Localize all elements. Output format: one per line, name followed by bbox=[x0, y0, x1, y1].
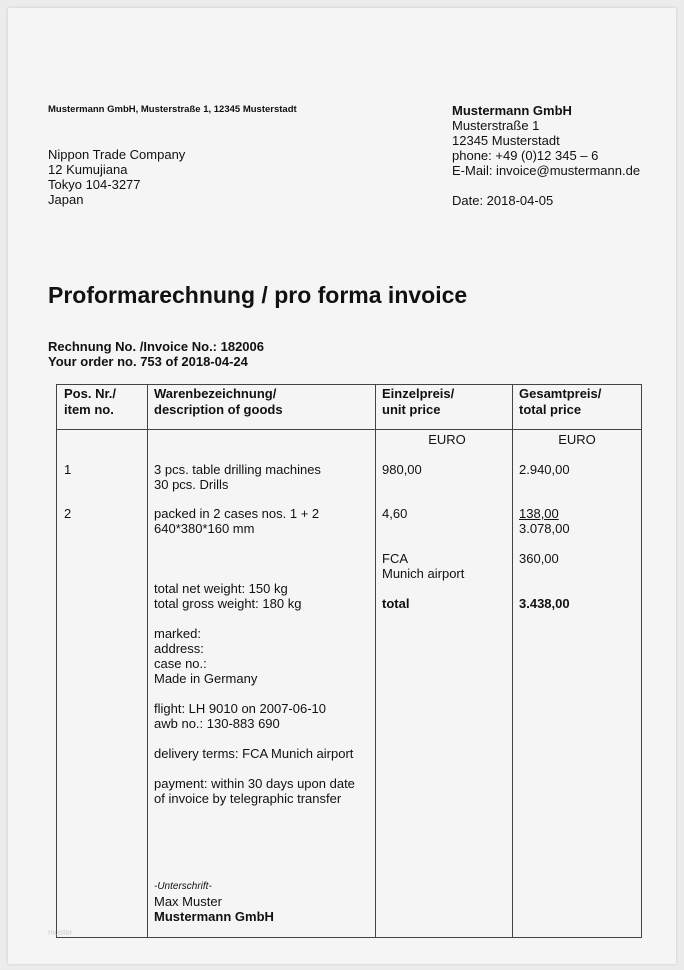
header-desc-en: description of goods bbox=[154, 402, 283, 417]
company-email: E-Mail: invoice@mustermann.de bbox=[452, 163, 641, 178]
total-amount: 3.438,00 bbox=[519, 596, 570, 611]
order-number: Your order no. 753 of 2018-04-24 bbox=[48, 354, 248, 369]
marked-label: marked: bbox=[154, 626, 201, 641]
weights bbox=[154, 581, 301, 611]
header-description bbox=[154, 386, 283, 418]
signature-label: -Unterschrift- bbox=[154, 881, 212, 892]
header-pos-en: item no. bbox=[64, 402, 114, 417]
invoice-number: Rechnung No. /Invoice No.: 182006 bbox=[48, 339, 264, 354]
header-total-price bbox=[519, 386, 601, 418]
company-street: Musterstraße 1 bbox=[452, 118, 540, 133]
row-1-unit-price: 980,00 bbox=[382, 462, 422, 477]
header-unit-en: unit price bbox=[382, 402, 441, 417]
column-divider bbox=[147, 385, 148, 937]
currency-total: EURO bbox=[558, 432, 596, 447]
awb-number: awb no.: 130-883 690 bbox=[154, 716, 280, 731]
row-2-total-value: 138,00 bbox=[519, 506, 559, 521]
recipient-country: Japan bbox=[48, 192, 84, 207]
fca-amount: 360,00 bbox=[519, 551, 559, 566]
address-label: address: bbox=[154, 641, 204, 656]
row-1-desc-line: 3 pcs. table drilling machines bbox=[154, 462, 321, 477]
invoice-date: Date: 2018-04-05 bbox=[452, 193, 554, 208]
items-table bbox=[56, 384, 642, 938]
recipient-name: Nippon Trade Company bbox=[48, 147, 186, 162]
fca-label: FCA bbox=[382, 551, 408, 566]
signer-company: Mustermann GmbH bbox=[154, 909, 274, 924]
fca-place: Munich airport bbox=[382, 566, 465, 581]
watermark: muster bbox=[48, 928, 73, 937]
document-title: Proformarechnung / pro forma invoice bbox=[48, 282, 468, 308]
company-name: Mustermann GmbH bbox=[452, 103, 572, 118]
row-2-desc-line: packed in 2 cases nos. 1 + 2 bbox=[154, 506, 320, 521]
header-divider bbox=[57, 429, 641, 430]
row-1-total-price: 2.940,00 bbox=[519, 462, 570, 477]
header-pos-de: Pos. Nr./ bbox=[64, 386, 117, 401]
sender-return-address: Mustermann GmbH, Musterstraße 1, 12345 Musterstadt bbox=[48, 104, 297, 115]
flight-info: flight: LH 9010 on 2007-06-10 bbox=[154, 701, 327, 716]
subtotal-value: 3.078,00 bbox=[519, 521, 570, 536]
case-no-label: case no.: bbox=[154, 656, 207, 671]
column-divider bbox=[512, 385, 513, 937]
header-total-de: Gesamtpreis/ bbox=[519, 386, 602, 401]
row-2-unit-price: 4,60 bbox=[382, 506, 408, 521]
reference-block bbox=[48, 339, 264, 369]
row-1-desc-line: 30 pcs. Drills bbox=[154, 477, 229, 492]
row-2-desc-line: 640*380*160 mm bbox=[154, 521, 255, 536]
header-pos bbox=[64, 386, 116, 418]
payment-line: payment: within 30 days upon date bbox=[154, 776, 355, 791]
recipient-address bbox=[48, 147, 185, 207]
delivery-terms: delivery terms: FCA Munich airport bbox=[154, 746, 354, 761]
currency-unit: EURO bbox=[428, 432, 466, 447]
origin-label: Made in Germany bbox=[154, 671, 258, 686]
payment-line: of invoice by telegraphic transfer bbox=[154, 791, 342, 806]
row-2-total-price bbox=[519, 506, 570, 536]
gross-weight: total gross weight: 180 kg bbox=[154, 596, 302, 611]
header-total-en: total price bbox=[519, 402, 582, 417]
marking-block bbox=[154, 626, 257, 686]
signature-block bbox=[154, 879, 274, 924]
row-1-description bbox=[154, 462, 321, 492]
header-unit-price bbox=[382, 386, 454, 418]
payment-terms bbox=[154, 776, 355, 806]
flight-block bbox=[154, 701, 326, 731]
fca-terms bbox=[382, 551, 464, 581]
company-phone: phone: +49 (0)12 345 – 6 bbox=[452, 148, 599, 163]
column-divider bbox=[375, 385, 376, 937]
company-city: 12345 Musterstadt bbox=[452, 133, 560, 148]
net-weight: total net weight: 150 kg bbox=[154, 581, 288, 596]
signer-name: Max Muster bbox=[154, 894, 222, 909]
row-1-pos: 1 bbox=[64, 462, 72, 477]
total-label: total bbox=[382, 596, 410, 611]
recipient-street: 12 Kumujiana bbox=[48, 162, 128, 177]
invoice-page bbox=[8, 8, 676, 964]
row-2-pos: 2 bbox=[64, 506, 72, 521]
row-2-description bbox=[154, 506, 319, 536]
company-block bbox=[452, 103, 640, 178]
header-desc-de: Warenbezeichnung/ bbox=[154, 386, 277, 401]
header-unit-de: Einzelpreis/ bbox=[382, 386, 455, 401]
recipient-city: Tokyo 104-3277 bbox=[48, 177, 141, 192]
